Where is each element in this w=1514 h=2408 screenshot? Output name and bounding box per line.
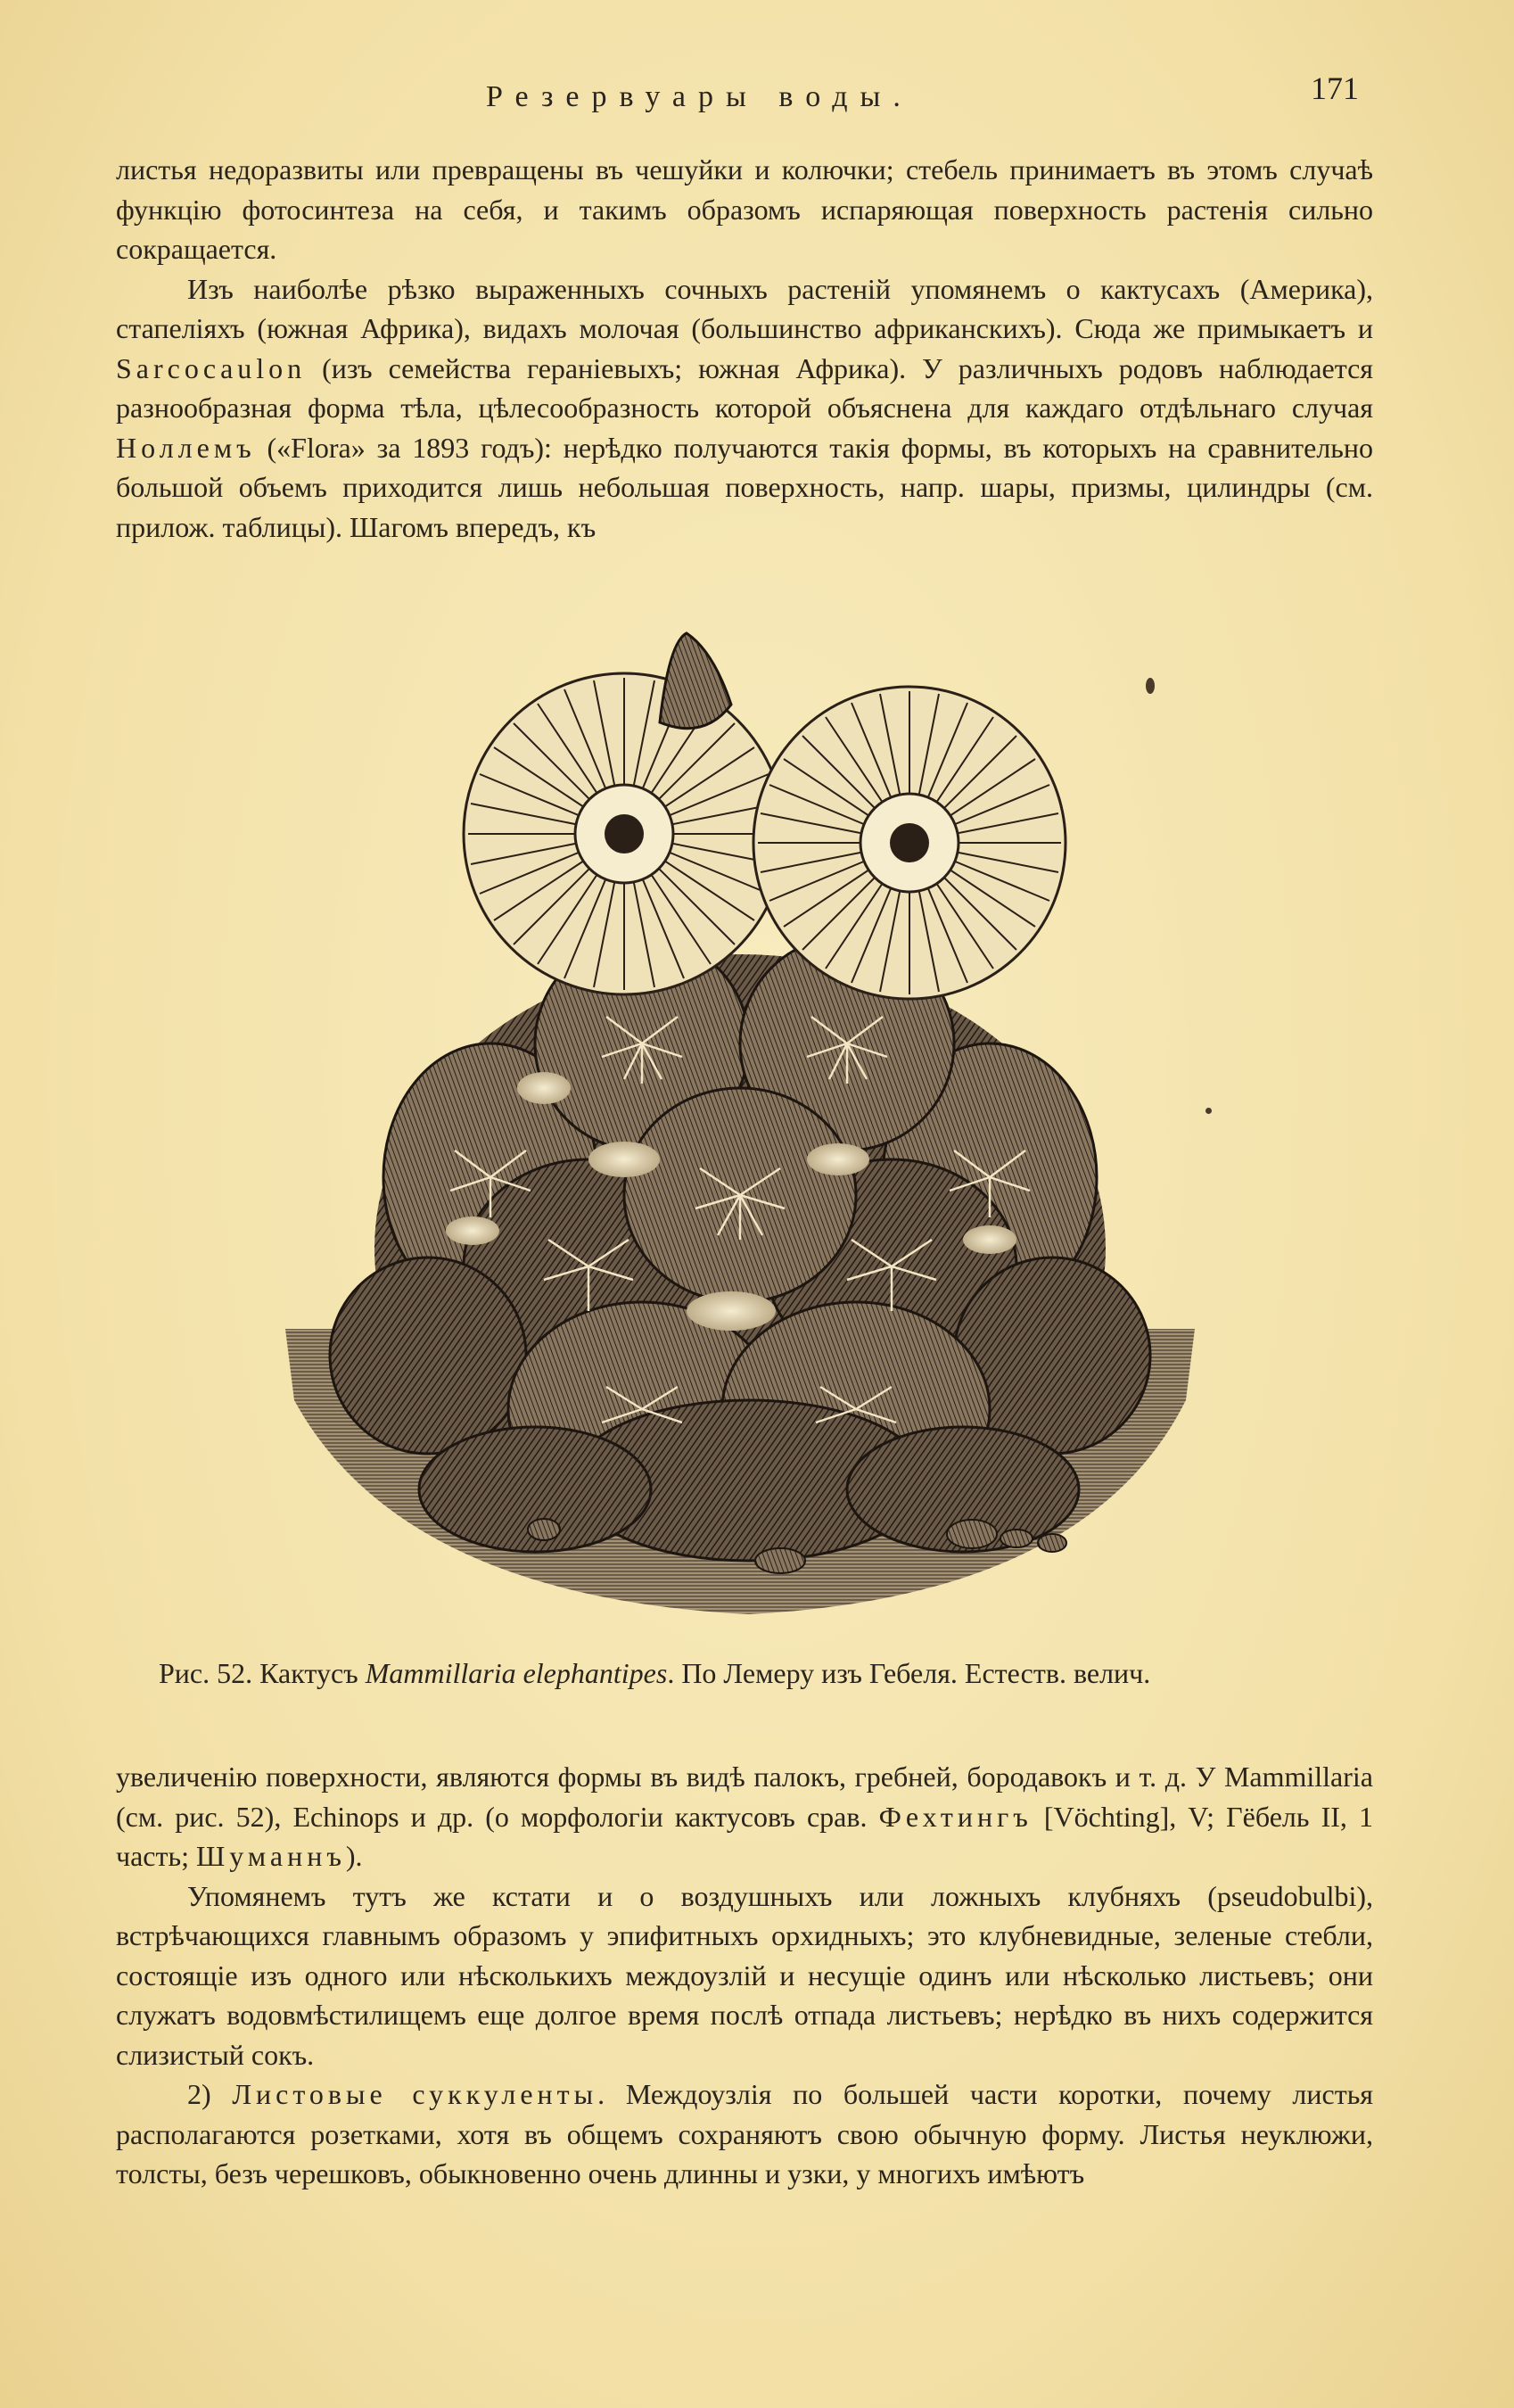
cactus-body (330, 936, 1150, 1561)
top-text-block (116, 150, 1373, 547)
paragraph: увеличенію поверхности, являются формы въ видѣ палокъ, гребней, бородавокъ и т. д. У Mammillaria (см. рис. 52), Echinops и др. (о морфологіи кактусовъ срав. Фехтингъ [Vöchting], V; Гёбель II, 1 часть; Шуманнъ). (116, 1761, 1374, 1872)
cactus-illustration (267, 624, 1213, 1632)
author-name: Ноллемъ (116, 431, 256, 464)
page-number: 171 (1311, 70, 1359, 106)
paragraph: 2) Листовые суккуленты. Междоузлія по большей части коротки, почему листья располагаются розетками, хотя въ общемъ сохраняютъ свою обычную форму. Листья неуклюжи, толсты, безъ черешковъ, обыкновенно очень длинны и узки, у многихъ имѣютъ (116, 2078, 1374, 2189)
ink-speck (1205, 1108, 1212, 1114)
flower-bud (660, 633, 731, 729)
paragraph: Изъ наиболѣе рѣзко выраженныхъ сочныхъ растеній упомянемъ о кактусахъ (Америка), стапеліяхъ (южная Африка), видахъ молочая (большинство африканскихъ). Сюда же примыкаетъ и Sarcocaulon (изъ семейства гераніевыхъ; южная Африка). У различныхъ родовъ наблюдается разнообразная форма тѣла, цѣлесообразность которой объяснена для каждаго отдѣльнаго случая Ноллемъ («Flora» за 1893 годъ): нерѣдко получаются такія формы, въ которыхъ на сравнительно большой объемъ приходится лишь небольшая поверхность, напр. шары, призмы, цилиндры (см. прилож. таблицы). Шагомъ впередъ, къ (116, 272, 1373, 543)
flower-right (753, 687, 1066, 999)
section-term: Листовые суккуленты (232, 2078, 598, 2110)
paragraph: листья недоразвиты или превращены въ чешуйки и колючки; стебель принимаетъ въ этомъ случаѣ функцію фотосинтеза на себя, и такимъ образомъ испаряющая поверхность растенія сильно сокращается. (116, 153, 1373, 265)
flower-left (464, 673, 785, 994)
ink-speck (1146, 678, 1155, 694)
running-title: Резервуары воды. (486, 80, 913, 113)
species-name: Mammillaria elephantipes (365, 1657, 668, 1689)
spaced-term: Sarcocaulon (116, 351, 307, 384)
paragraph: Упомянемъ тутъ же кстати и о воздушныхъ или ложныхъ клубняхъ (pseudobulbi), встрѣчающихся главнымъ образомъ у эпифитныхъ орхидныхъ; это клубневидные, зеленые стебли, состоящіе изъ одного или нѣсколькихъ междоузлій и несущіе одинъ или нѣсколько листьевъ; они служатъ водовмѣстилищемъ еще долгое время послѣ отпада листьевъ; нерѣдко въ нихъ содержится слизистый сокъ. (116, 1879, 1373, 2071)
author-name: Фехтингъ (878, 1800, 1033, 1833)
bottom-text-block (116, 1757, 1373, 2194)
genus-name: Echinops (292, 1800, 399, 1833)
genus-name: Mammillaria (1223, 1761, 1373, 1793)
author-name: Шуманнъ (195, 1840, 346, 1872)
figure-caption: Рис. 52. Кактусъ Mammillaria elephantipes. По Лемеру изъ Гебеля. Естеств. велич. (159, 1657, 1151, 1689)
